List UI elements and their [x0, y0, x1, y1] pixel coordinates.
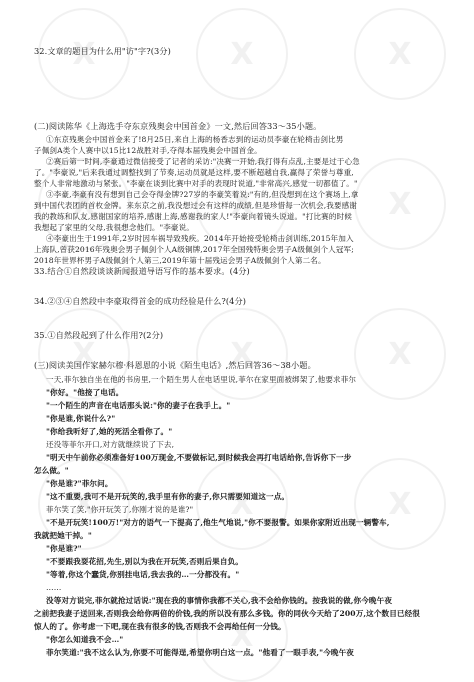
- section-3-line: "你给我听好了,她的死活全看你了。": [46, 427, 173, 436]
- watermark-logo-label: X: [230, 36, 254, 72]
- watermark-logo-label: X: [72, 486, 96, 522]
- watermark-logo-label: X: [230, 618, 254, 654]
- section-2-line: 上海队,曾获2016年残奥会男子佩剑个人A级铜牌,2017年全国残特奥会男子A级佩剑个人冠军;: [34, 245, 354, 254]
- section-3-intro: (三)阅读美国作家赫尔穆·科恩恩的小说《陌生电话》,然后回答36～38小题。: [34, 360, 316, 370]
- section-3-line: "等着,你这个蠢货,你别挂电话,我去我的…一分都没有。": [46, 570, 240, 579]
- section-2-line: 了。"李豪说,"后来我通过调整找到了节奏,运动员就是这样,要不断超越自我,赢得了荣誉与尊重,: [34, 168, 354, 177]
- section-2-line: ①东京残奥会中国首金来了!8月25日,来自上海的杨香志到的运动员李豪在轮椅击剑比男: [46, 135, 344, 144]
- watermark-logo-label: X: [72, 336, 96, 372]
- watermark-logo-label: X: [230, 486, 254, 522]
- section-2-line: 到中国代表团的首枚金牌。来东京之前,我没想过会有这样的成绩,但是珍惜每一次机会,我要感谢: [34, 201, 357, 210]
- watermark-logo-label: X: [388, 486, 412, 522]
- section-2-line: ④李豪出生于1991年,2岁时因车祸导致残疾。2014年开始接受轮椅击剑训练,2015年加入: [46, 234, 354, 243]
- section-3-line: 菲尔笑了笑,"你开玩笑了,你刚才说的是谁?": [46, 505, 194, 514]
- section-2-line: ③李豪,李豪有没有想到自己会夺得金牌?27岁的李豪笑着说:"有的,但没想到在这个赛场上,拿: [46, 190, 359, 199]
- question-34: 34.②③④自然段中李豪取得首金的成功经验是什么?(4分): [34, 296, 247, 306]
- section-3-line: "不要跟我耍花招,先生,别以为我在开玩笑,否则后果自负。: [46, 557, 243, 566]
- section-2-line: 2018年世界杯男子A级佩剑个人第三,2019年第十届残运会男子A级佩剑个人第二名。: [34, 256, 326, 265]
- watermark-logo-label: X: [388, 336, 412, 372]
- section-3-line: 一天,菲尔独自坐在他的书房里,一个陌生男人在电话里说,菲尔在家里面被绑架了,他要求菲尔: [46, 375, 357, 384]
- watermark-logo-label: X: [388, 186, 412, 222]
- section-3-line: "你是谁,你说什么?": [46, 414, 116, 423]
- question-33: 33.结合①自然段谈谈新闻报道导语写作的基本要求。(4分): [34, 266, 250, 276]
- section-2-line: 我想起了家里的父母,我很想念他们。"李豪说。: [34, 223, 194, 232]
- section-3-line: 之前把我妻子送回来,否则我会给你两倍的价钱,我的所以没有那么多钱。你的同伙今天给了200万,这个数目已经很: [34, 609, 420, 618]
- section-3-line: "一个陌生的声音在电话那头说:"你的妻子在我手上。": [46, 401, 231, 410]
- section-3-line: 没等对方说完,菲尔就抢过话说:"现在我的事情你我都不关心,我不会给你钱的。按我说的做,你今晚午夜: [46, 596, 393, 605]
- question-32: 32.文章的题目为什么用"访"字?(3分): [34, 46, 171, 56]
- section-3-line: "你怎么知道我不会…": [46, 635, 124, 644]
- watermark-logo-label: X: [72, 36, 96, 72]
- section-2-line: 子佩剑A类个人赛中以15比12战胜对手,夺得本届残奥会中国首金。: [34, 146, 262, 155]
- section-3-line: "你好。"他接了电话。: [46, 388, 124, 397]
- section-3-line: 怎么做。": [34, 466, 69, 475]
- section-3-line: ……: [46, 583, 62, 592]
- section-2-line: ②赛后第一时间,李豪通过微信接受了记者的采访:"决赛一开始,我打得有点乱,主要是过于心急: [46, 157, 360, 166]
- section-3-line: "你是谁?"菲尔问。: [46, 479, 113, 488]
- section-2-line: 整个人非常地激动与紧张。"李豪在谈到比赛中对手的表现时说道,"非常高兴,感觉一切都值了。": [34, 179, 358, 188]
- watermark-logo: [196, 8, 288, 100]
- question-35: 35.①自然段起到了什么作用?(2分): [34, 330, 164, 340]
- watermark-logo-label: X: [388, 36, 412, 72]
- watermark-logo: [354, 8, 446, 100]
- watermark-logo-label: X: [230, 186, 254, 222]
- section-2-intro: (二)阅读陈华《上海选手夺东京残奥会中国首金》一文,然后回答33～35小题。: [34, 121, 322, 131]
- section-3-line: "这不重要,我可不是开玩笑的,我手里有你的妻子,你只需要知道这一点。: [46, 492, 290, 501]
- section-3-line: "不是开玩笑!100万!"对方的语气一下提高了,他生气地说,"你不要报警。如果你家附近出现一辆警车,: [46, 518, 390, 527]
- section-3-line: 菲尔笑道:"我不这么认为,你要不可能得逞,希望你明白这一点。"他看了一眼手表,"今晚午夜: [46, 648, 354, 657]
- section-3-line: 还没等菲尔开口,对方就继续说了下去,: [46, 440, 175, 449]
- section-3-line: "你是谁?": [46, 544, 82, 553]
- section-3-line: "明天中午前你必须准备好100万现金,不要做标记,到时候我会再打电话给你,告诉你下一步: [46, 453, 352, 462]
- section-2-line: 我的教练和队友,感谢国家的培养,感谢上海,感谢我的家人!"李豪向着镜头说道。"打比赛的时候: [34, 212, 352, 221]
- section-3-line: 我就把她干掉。": [34, 531, 92, 540]
- watermark-logo-label: X: [230, 336, 254, 372]
- section-3-line: 惊人的了。你考虑一下吧,现在我有很多的钱,否则我不会再给任何一分钱。: [34, 622, 286, 631]
- watermark-logo-label: X: [72, 186, 96, 222]
